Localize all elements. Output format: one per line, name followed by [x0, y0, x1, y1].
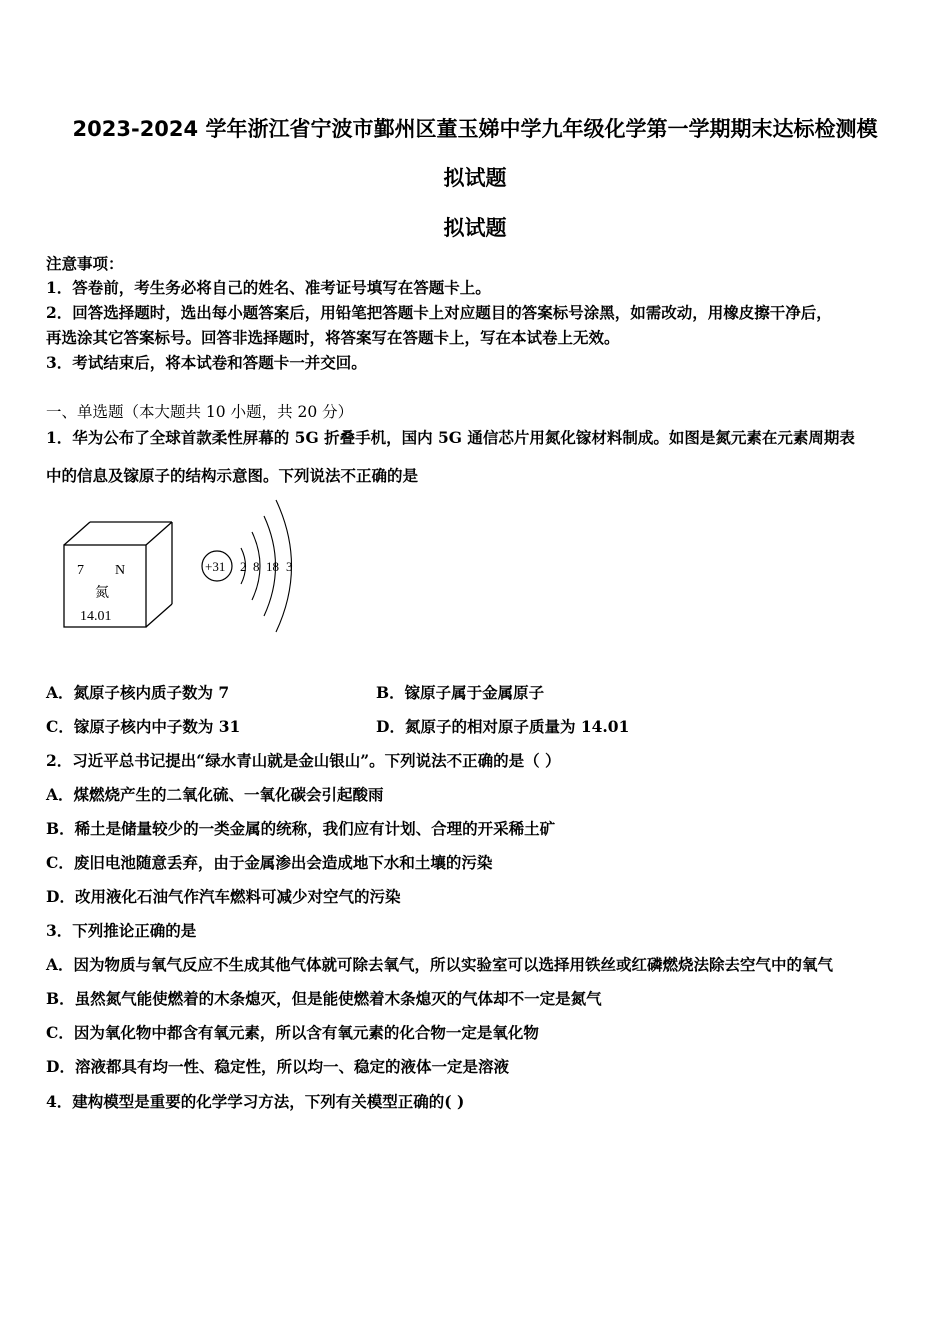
- q3-option-b[interactable]: B．虽然氮气能使燃着的木条熄灭，但是能使燃着木条熄灭的气体却不一定是氮气: [46, 989, 602, 1008]
- exam-subtitle: 拟试题: [443, 216, 507, 240]
- element-name: 氮: [95, 586, 109, 601]
- q1-stem-line2: 中的信息及镓原子的结构示意图。下列说法不正确的是: [46, 466, 419, 485]
- q2-option-a[interactable]: A．煤燃烧产生的二氧化硫、一氧化碳会引起酸雨: [46, 785, 384, 804]
- q1-option-a[interactable]: A．氮原子核内质子数为 7: [46, 683, 230, 702]
- q1-option-b[interactable]: B．镓原子属于金属原子: [376, 683, 545, 702]
- q1-figure: [55, 492, 315, 642]
- q4-stem: 4．建构模型是重要的化学学习方法，下列有关模型正确的( ): [46, 1092, 465, 1111]
- q2-option-d[interactable]: D．改用液化石油气作汽车燃料可减少对空气的污染: [46, 887, 401, 906]
- shell-4-electrons: 3: [286, 559, 293, 574]
- q1-option-d[interactable]: D．氮原子的相对原子质量为 14.01: [376, 717, 630, 736]
- notice-item-1: 1．答卷前，考生务必将自己的姓名、准考证号填写在答题卡上。: [46, 278, 491, 297]
- q3-option-c[interactable]: C．因为氧化物中都含有氧元素，所以含有氧元素的化合物一定是氧化物: [46, 1023, 539, 1042]
- q2-option-c[interactable]: C．废旧电池随意丢弃，由于金属渗出会造成地下水和土壤的污染: [46, 853, 493, 872]
- atom-nucleus-charge: +31: [205, 559, 226, 574]
- q1-option-c[interactable]: C．镓原子核内中子数为 31: [46, 717, 241, 736]
- notice-heading: 注意事项：: [46, 254, 124, 273]
- shell-3-electrons: 18: [266, 559, 279, 574]
- notice-item-2b: 再选涂其它答案标号。回答非选择题时，将答案写在答题卡上，写在本试卷上无效。: [46, 328, 620, 347]
- q1-stem-line1: 1．华为公布了全球首款柔性屏幕的 5G 折叠手机，国内 5G 通信芯片用氮化镓材料制成。如图是氮元素在元素周期表: [46, 428, 855, 447]
- exam-title-line1: 2023-2024 学年浙江省宁波市鄞州区董玉娣中学九年级化学第一学期期末达标检测模: [72, 117, 878, 141]
- notice-item-2a: 2．回答选择题时，选出每小题答案后，用铅笔把答题卡上对应题目的答案标号涂黑，如需改动，用橡皮擦干净后，: [46, 303, 832, 322]
- q2-option-b[interactable]: B．稀土是储量较少的一类金属的统称，我们应有计划、合理的开采稀土矿: [46, 819, 556, 838]
- q2-stem: 2．习近平总书记提出“绿水青山就是金山银山”。下列说法不正确的是（ ）: [46, 751, 561, 770]
- element-symbol: N: [115, 563, 126, 578]
- element-atomic-mass: 14.01: [80, 609, 112, 624]
- element-atomic-number: 7: [77, 563, 84, 578]
- exam-title-line2: 拟试题: [443, 166, 507, 190]
- section-heading: 一、单选题（本大题共 10 小题，共 20 分）: [46, 403, 354, 421]
- shell-1-electrons: 2: [240, 559, 247, 574]
- shell-2-electrons: 8: [253, 559, 260, 574]
- q3-option-d[interactable]: D．溶液都具有均一性、稳定性，所以均一、稳定的液体一定是溶液: [46, 1057, 509, 1076]
- atom-structure: [202, 500, 293, 632]
- q3-stem: 3．下列推论正确的是: [46, 921, 197, 940]
- q3-option-a[interactable]: A．因为物质与氧气反应不生成其他气体就可除去氧气，所以实验室可以选择用铁丝或红磷燃烧法除去空气中的氧气: [46, 955, 834, 974]
- notice-item-3: 3．考试结束后，将本试卷和答题卡一并交回。: [46, 353, 367, 372]
